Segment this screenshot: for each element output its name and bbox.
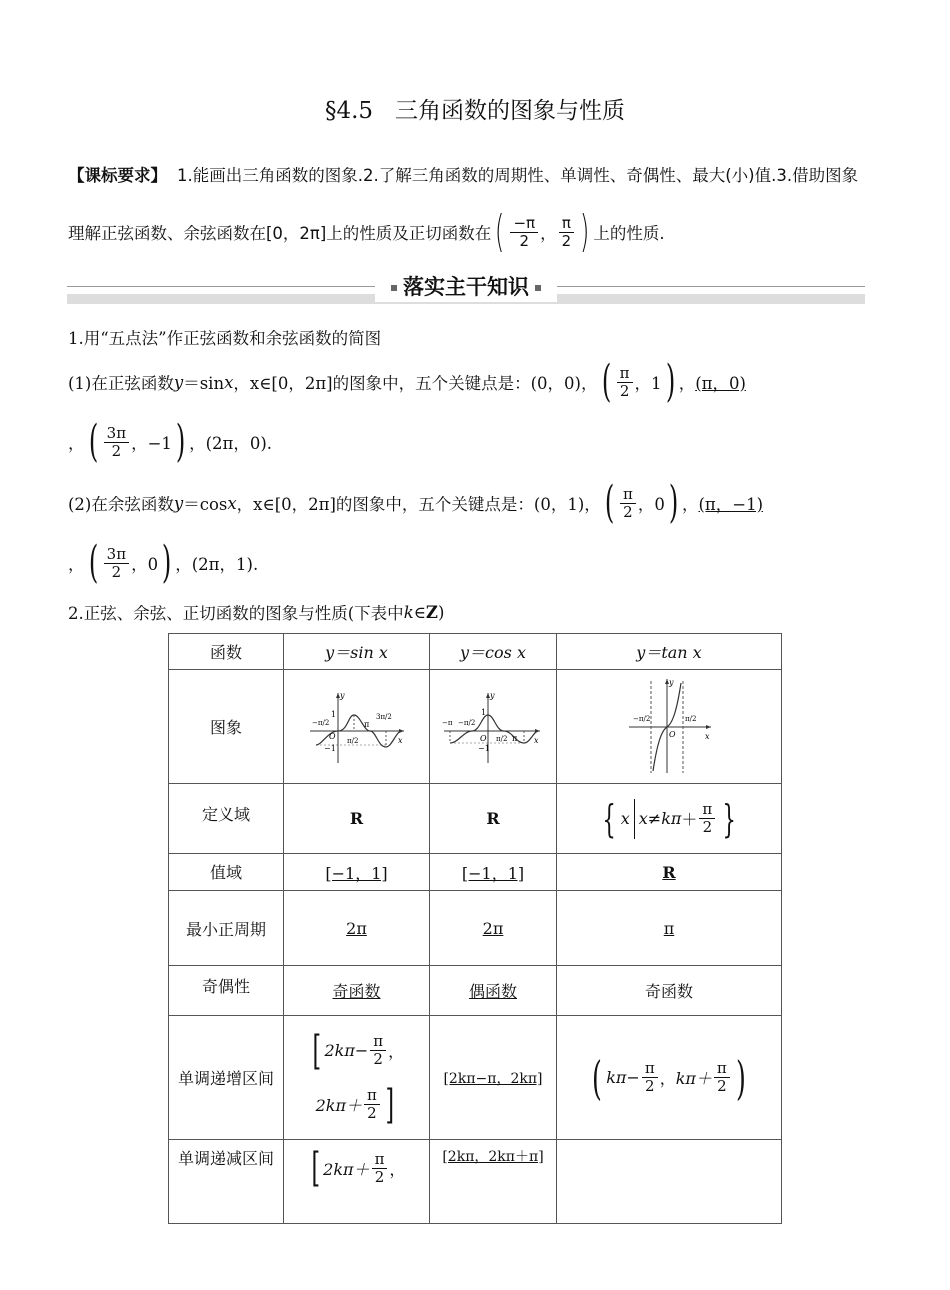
properties-table bbox=[168, 633, 782, 1224]
graph-label: −π/2 bbox=[633, 714, 651, 723]
sin-key-points: (1)在正弦函数 y ＝sin x ，x∈[0，2π]的图象中，五个关键点是：(0，0)， ( $\frac{\pi}{2}$ ，1 ) ， (π，0) bbox=[68, 356, 746, 407]
requirements-line-2 bbox=[68, 206, 665, 257]
graph-label: O bbox=[480, 733, 487, 743]
graph-label: x bbox=[705, 731, 710, 741]
graph-label: −1 bbox=[478, 743, 490, 753]
graph-label: x bbox=[534, 735, 539, 745]
section-banner bbox=[67, 272, 865, 306]
row-label: 值域 bbox=[169, 854, 284, 891]
answer-blank: (π，−1) bbox=[698, 495, 764, 514]
graph-label: x bbox=[397, 735, 403, 745]
tan-graph-svg bbox=[619, 675, 719, 775]
increasing-cos: [2kπ−π，2kπ] bbox=[430, 1016, 557, 1140]
open-interval: ( $\frac{-\pi}{2}$ ， $\frac{\pi}{2}$ ) bbox=[495, 206, 590, 257]
cos-key-points: (2)在余弦函数 y ＝cos x ，x∈[0，2π]的图象中，五个关键点是：(0，1)， ( $\frac{\pi}{2}$ ，0 ) ， (π，−1) bbox=[68, 477, 764, 528]
key-point: ( $\frac{\pi}{2}$ ，1 ) bbox=[601, 356, 675, 407]
requirements-text-1: 1.能画出三角函数的图象.2.了解三角函数的周期性、单调性、奇偶性、最大(小)值.3.借助图象 bbox=[177, 166, 859, 185]
graph-label: −π bbox=[442, 718, 453, 727]
row-label: 图象 bbox=[169, 670, 284, 784]
parity-cos: 偶函数 bbox=[430, 966, 557, 1016]
table-row bbox=[169, 634, 782, 670]
answer-blank: (π，0) bbox=[695, 374, 746, 393]
graph-label: −1 bbox=[323, 743, 336, 753]
table-header: y＝sin x bbox=[284, 634, 430, 670]
graph-label: 1 bbox=[481, 707, 487, 717]
table-row bbox=[169, 784, 782, 854]
requirements-text-2: 理解正弦函数、余弦函数在[0，2π]上的性质及正切函数在 bbox=[68, 224, 492, 243]
cos-graph-svg bbox=[438, 685, 548, 765]
section-number: §4.5 bbox=[324, 98, 374, 124]
period-cos: 2π bbox=[430, 891, 557, 966]
banner-label: 落实主干知识 bbox=[403, 275, 529, 299]
range-tan: R bbox=[557, 854, 782, 891]
parity-sin: 奇函数 bbox=[284, 966, 430, 1016]
table-header: y＝cos x bbox=[430, 634, 557, 670]
graph-label: y bbox=[339, 690, 345, 700]
graph-label: −π/2 bbox=[458, 718, 476, 727]
period-tan: π bbox=[557, 891, 782, 966]
table-row bbox=[169, 670, 782, 784]
period-sin: 2π bbox=[284, 891, 430, 966]
requirements-text-3: 上的性质. bbox=[593, 224, 665, 243]
increasing-tan: ( kπ− $\frac{\pi}{2}$ ， kπ＋ $\frac{\pi}{2}$ ) bbox=[557, 1016, 782, 1140]
graph-label: π bbox=[512, 733, 518, 743]
graph-label: 3π/2 bbox=[375, 712, 392, 721]
graph-label: y bbox=[490, 690, 495, 700]
range-cos: [−1，1] bbox=[430, 854, 557, 891]
table-row bbox=[169, 891, 782, 966]
page-title bbox=[0, 92, 950, 125]
row-label: 最小正周期 bbox=[169, 891, 284, 966]
row-label: 单调递增区间 bbox=[169, 1016, 284, 1140]
tan-graph bbox=[557, 670, 782, 784]
key-point: ( $\frac{\pi}{2}$ ，0 ) bbox=[604, 477, 679, 528]
table-row bbox=[169, 1140, 782, 1224]
graph-label: π/2 bbox=[346, 736, 358, 745]
requirements-line-1 bbox=[68, 162, 858, 186]
graph-label: O bbox=[669, 729, 676, 739]
graph-label: O bbox=[328, 731, 336, 741]
cos-graph bbox=[430, 670, 557, 784]
table-header: 函数 bbox=[169, 634, 284, 670]
cos-key-points-cont: ， ( $\frac{3\pi}{2}$ ，0 ) ，(2π，1). bbox=[68, 537, 259, 588]
graph-label: 1 bbox=[330, 709, 336, 719]
key-point: ( $\frac{3\pi}{2}$ ，−1 ) bbox=[88, 416, 186, 467]
table-row bbox=[169, 854, 782, 891]
graph-label: y bbox=[669, 677, 674, 687]
row-label: 单调递减区间 bbox=[169, 1140, 284, 1224]
table-row bbox=[169, 966, 782, 1016]
fraction: $\frac{-\pi}{2}$ bbox=[510, 215, 538, 250]
section1-heading: 1.用“五点法”作正弦函数和余弦函数的简图 bbox=[68, 329, 382, 348]
increasing-sin: [ 2kπ− $\frac{\pi}{2}$ ， 2kπ＋ $\frac{\pi}{2}$ ] bbox=[284, 1016, 430, 1140]
table-row bbox=[169, 1016, 782, 1140]
domain-cos: R bbox=[430, 784, 557, 854]
graph-label: π/2 bbox=[496, 734, 508, 743]
row-label: 定义域 bbox=[169, 784, 284, 854]
sin-graph bbox=[284, 670, 430, 784]
graph-label: π/2 bbox=[685, 714, 697, 723]
graph-label: π bbox=[363, 719, 369, 729]
fraction: $\frac{\pi}{2}$ bbox=[559, 215, 575, 250]
section2-heading: 2.正弦、余弦、正切函数的图象与性质(下表中 k ∈ Z ) bbox=[68, 602, 445, 623]
title-text: 三角函数的图象与性质 bbox=[395, 98, 626, 124]
parity-tan: 奇函数 bbox=[557, 966, 782, 1016]
decreasing-tan bbox=[557, 1140, 782, 1224]
sin-key-points-cont: ， ( $\frac{3\pi}{2}$ ，−1 ) ，(2π，0). bbox=[68, 416, 273, 467]
key-point: ( $\frac{3\pi}{2}$ ，0 ) bbox=[88, 537, 172, 588]
decreasing-sin: [ 2kπ＋ $\frac{\pi}{2}$ ， bbox=[284, 1140, 430, 1224]
row-label: 奇偶性 bbox=[169, 966, 284, 1016]
decreasing-cos: [2kπ，2kπ＋π] bbox=[430, 1140, 557, 1224]
requirements-tag: 【课标要求】 bbox=[68, 166, 167, 185]
sin-graph-svg bbox=[302, 685, 412, 765]
range-sin: [−1，1] bbox=[284, 854, 430, 891]
domain-tan: { x x ≠ kπ ＋ $\frac{\pi}{2}$ } bbox=[557, 784, 782, 854]
graph-label: −π/2 bbox=[311, 718, 329, 727]
domain-sin: R bbox=[284, 784, 430, 854]
table-header: y＝tan x bbox=[557, 634, 782, 670]
